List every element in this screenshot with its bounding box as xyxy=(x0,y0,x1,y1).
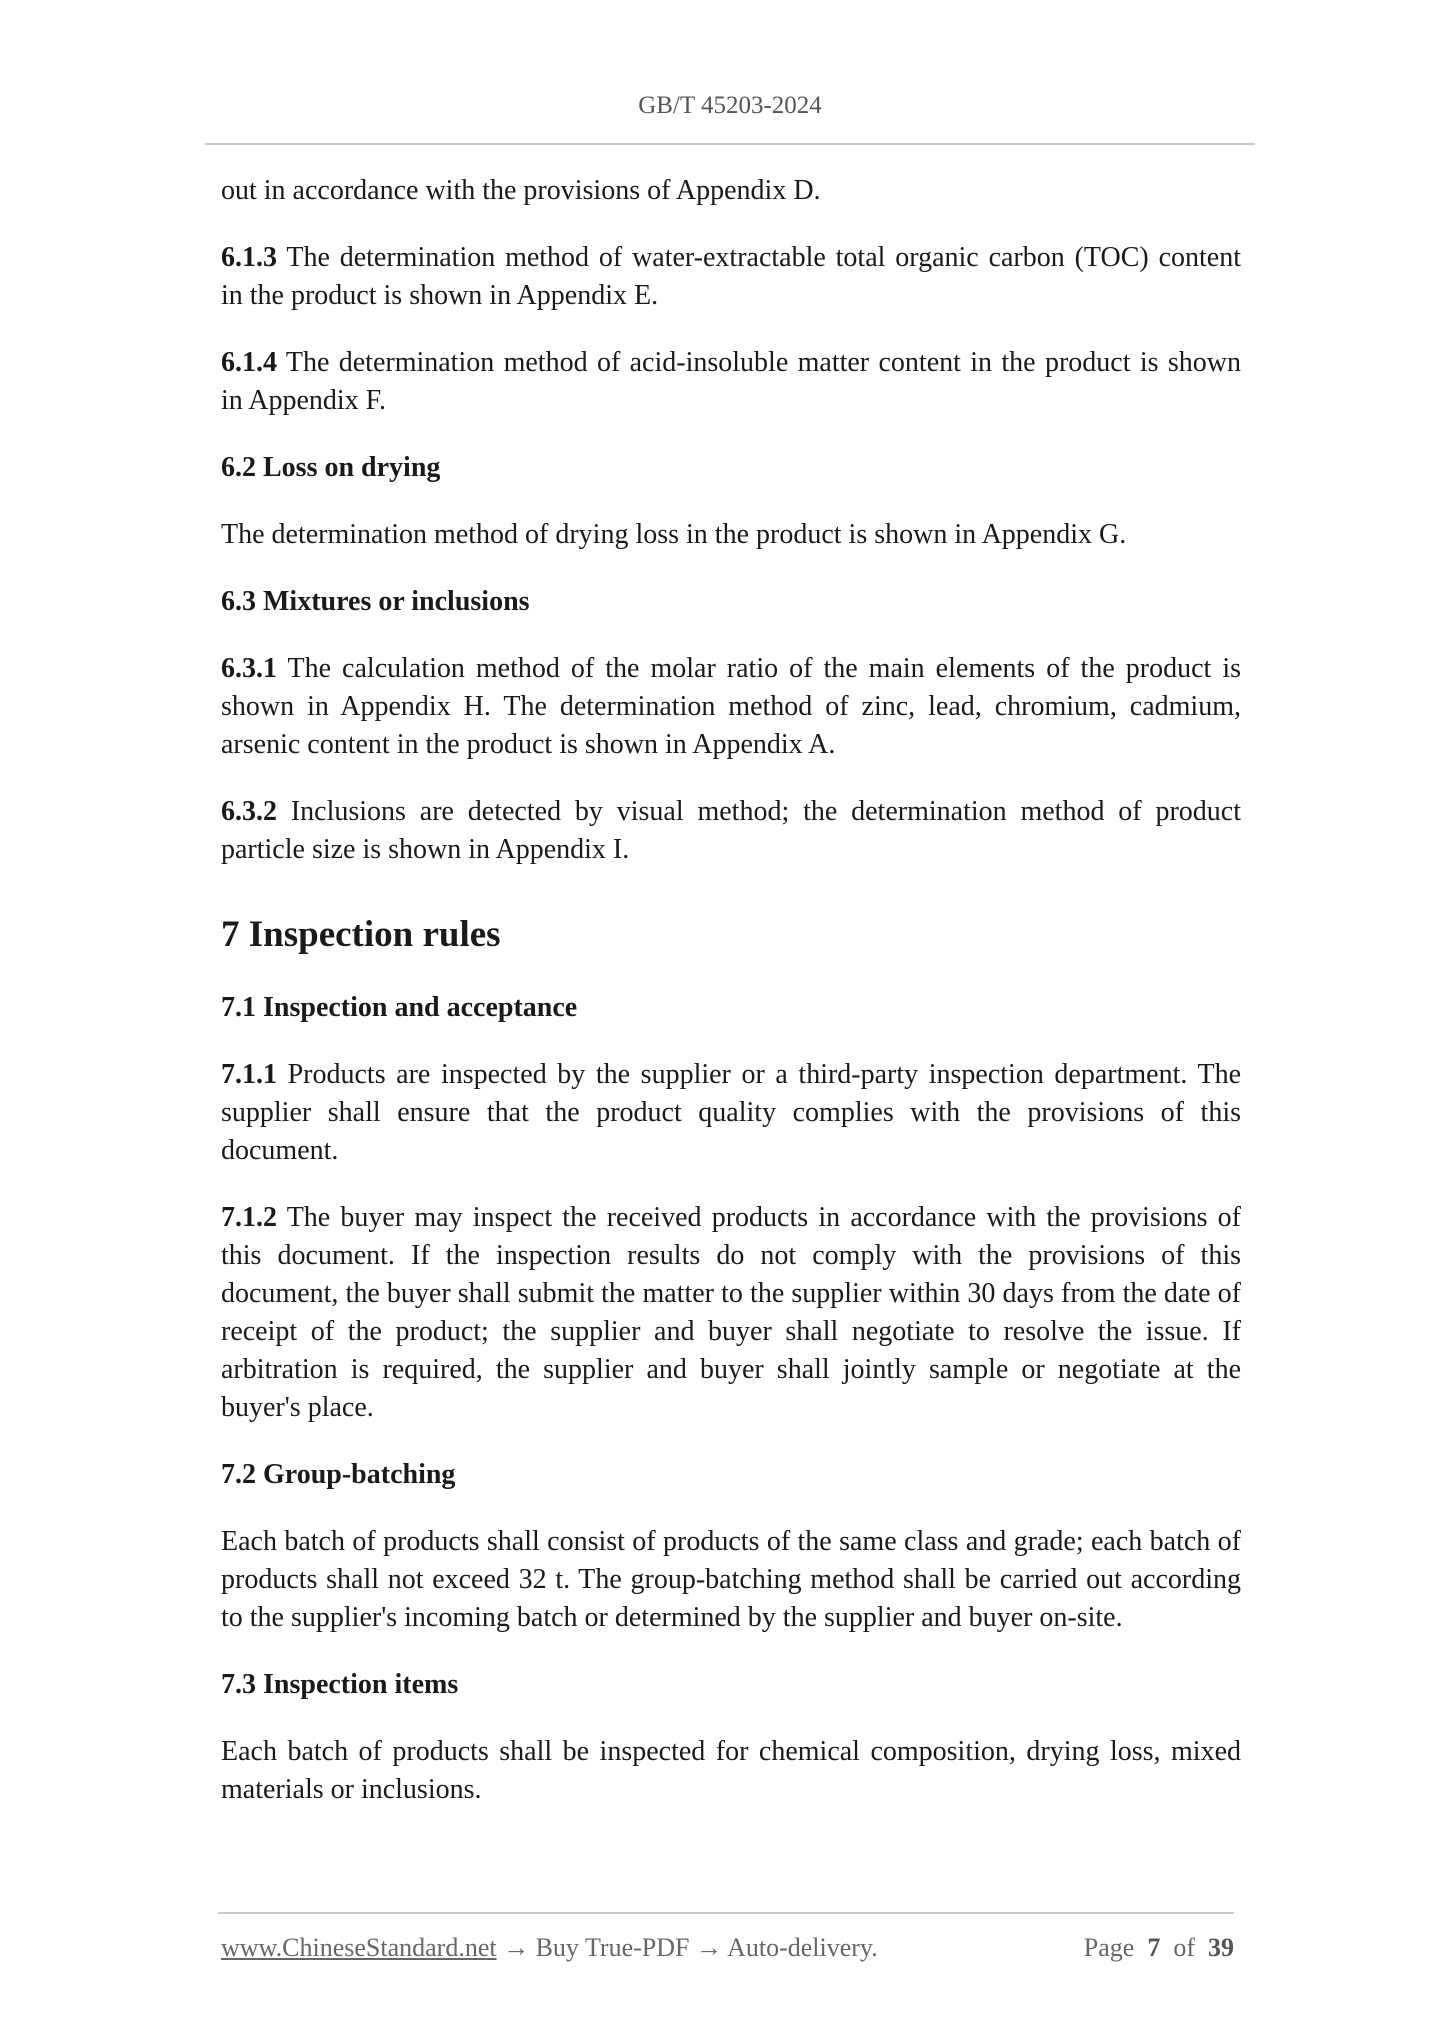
clause-7-1-2 xyxy=(221,1199,1241,1427)
document-body xyxy=(221,172,1241,1838)
footer-divider xyxy=(218,1912,1234,1914)
paragraph-6-2: The determination method of drying loss in the product is shown in Appendix G. xyxy=(221,519,1127,550)
paragraph-continuation: out in accordance with the provisions of Appendix D. xyxy=(221,175,821,206)
heading-6-3: 6.3 Mixtures or inclusions xyxy=(221,586,530,617)
heading-7: 7 Inspection rules xyxy=(221,914,501,955)
clause-text: The determination method of water-extractable total organic carbon (TOC) content in the product is shown in Appendix E. xyxy=(221,242,1241,311)
clause-text: The buyer may inspect the received products in accordance with the provisions of this document. If the inspection results do not comply with the provisions of this document, the buyer shall submit the matter to the supplier within 30 days from the date of receipt of the product; the supplier and buyer shall negotiate to resolve the issue. If arbitration is required, the supplier and buyer shall jointly sample or negotiate at the buyer's place. xyxy=(221,1202,1241,1423)
heading-7-1: 7.1 Inspection and acceptance xyxy=(221,992,578,1023)
clause-number: 6.3.2 xyxy=(221,796,277,827)
clause-number: 6.3.1 xyxy=(221,653,277,684)
clause-7-1-1 xyxy=(221,1056,1241,1170)
clause-6-1-4 xyxy=(221,344,1241,420)
of-label: of xyxy=(1173,1933,1195,1962)
clause-number: 7.1.2 xyxy=(221,1202,277,1233)
arrow-icon: → xyxy=(503,1933,530,1962)
clause-number: 6.1.4 xyxy=(221,347,277,378)
page-total: 39 xyxy=(1208,1933,1234,1962)
heading-6-2: 6.2 Loss on drying xyxy=(221,452,441,483)
buy-text: Buy True-PDF xyxy=(535,1933,690,1962)
heading-7-2: 7.2 Group-batching xyxy=(221,1459,456,1490)
clause-6-3-2 xyxy=(221,793,1241,869)
clause-number: 7.1.1 xyxy=(221,1059,277,1090)
paragraph-7-2: Each batch of products shall consist of products of the same class and grade; each batch of products shall not exceed 32 t. The group-batching method shall be carried out according to the supplier's incoming batch or determined by the supplier and buyer on-site. xyxy=(221,1526,1241,1633)
page-indicator xyxy=(1084,1933,1234,1963)
arrow-icon: → xyxy=(696,1933,722,1962)
footer-promo xyxy=(221,1933,878,1963)
clause-text: Products are inspected by the supplier or a third-party inspection department. The supplier shall ensure that the product quality complies with the provisions of this document. xyxy=(221,1059,1241,1166)
delivery-text: Auto-delivery. xyxy=(727,1933,878,1962)
paragraph-7-3: Each batch of products shall be inspected for chemical composition, drying loss, mixed materials or inclusions. xyxy=(221,1736,1241,1805)
clause-6-3-1 xyxy=(221,650,1241,764)
page-number: 7 xyxy=(1147,1933,1161,1962)
clause-text: The calculation method of the molar ratio of the main elements of the product is shown in Appendix H. The determination method of zinc, lead, chromium, cadmium, arsenic content in the product is shown in Appendix A. xyxy=(221,653,1241,760)
heading-7-3: 7.3 Inspection items xyxy=(221,1669,459,1700)
site-link[interactable]: www.ChineseStandard.net xyxy=(221,1933,497,1962)
header-divider xyxy=(205,143,1255,145)
clause-text: The determination method of acid-insoluble matter content in the product is shown in Appendix F. xyxy=(221,347,1241,416)
clause-text: Inclusions are detected by visual method; the determination method of product particle size is shown in Appendix I. xyxy=(221,796,1241,865)
clause-6-1-3 xyxy=(221,239,1241,315)
clause-number: 6.1.3 xyxy=(221,242,277,273)
document-header: GB/T 45203-2024 xyxy=(638,92,822,119)
page-label: Page xyxy=(1083,1933,1135,1962)
